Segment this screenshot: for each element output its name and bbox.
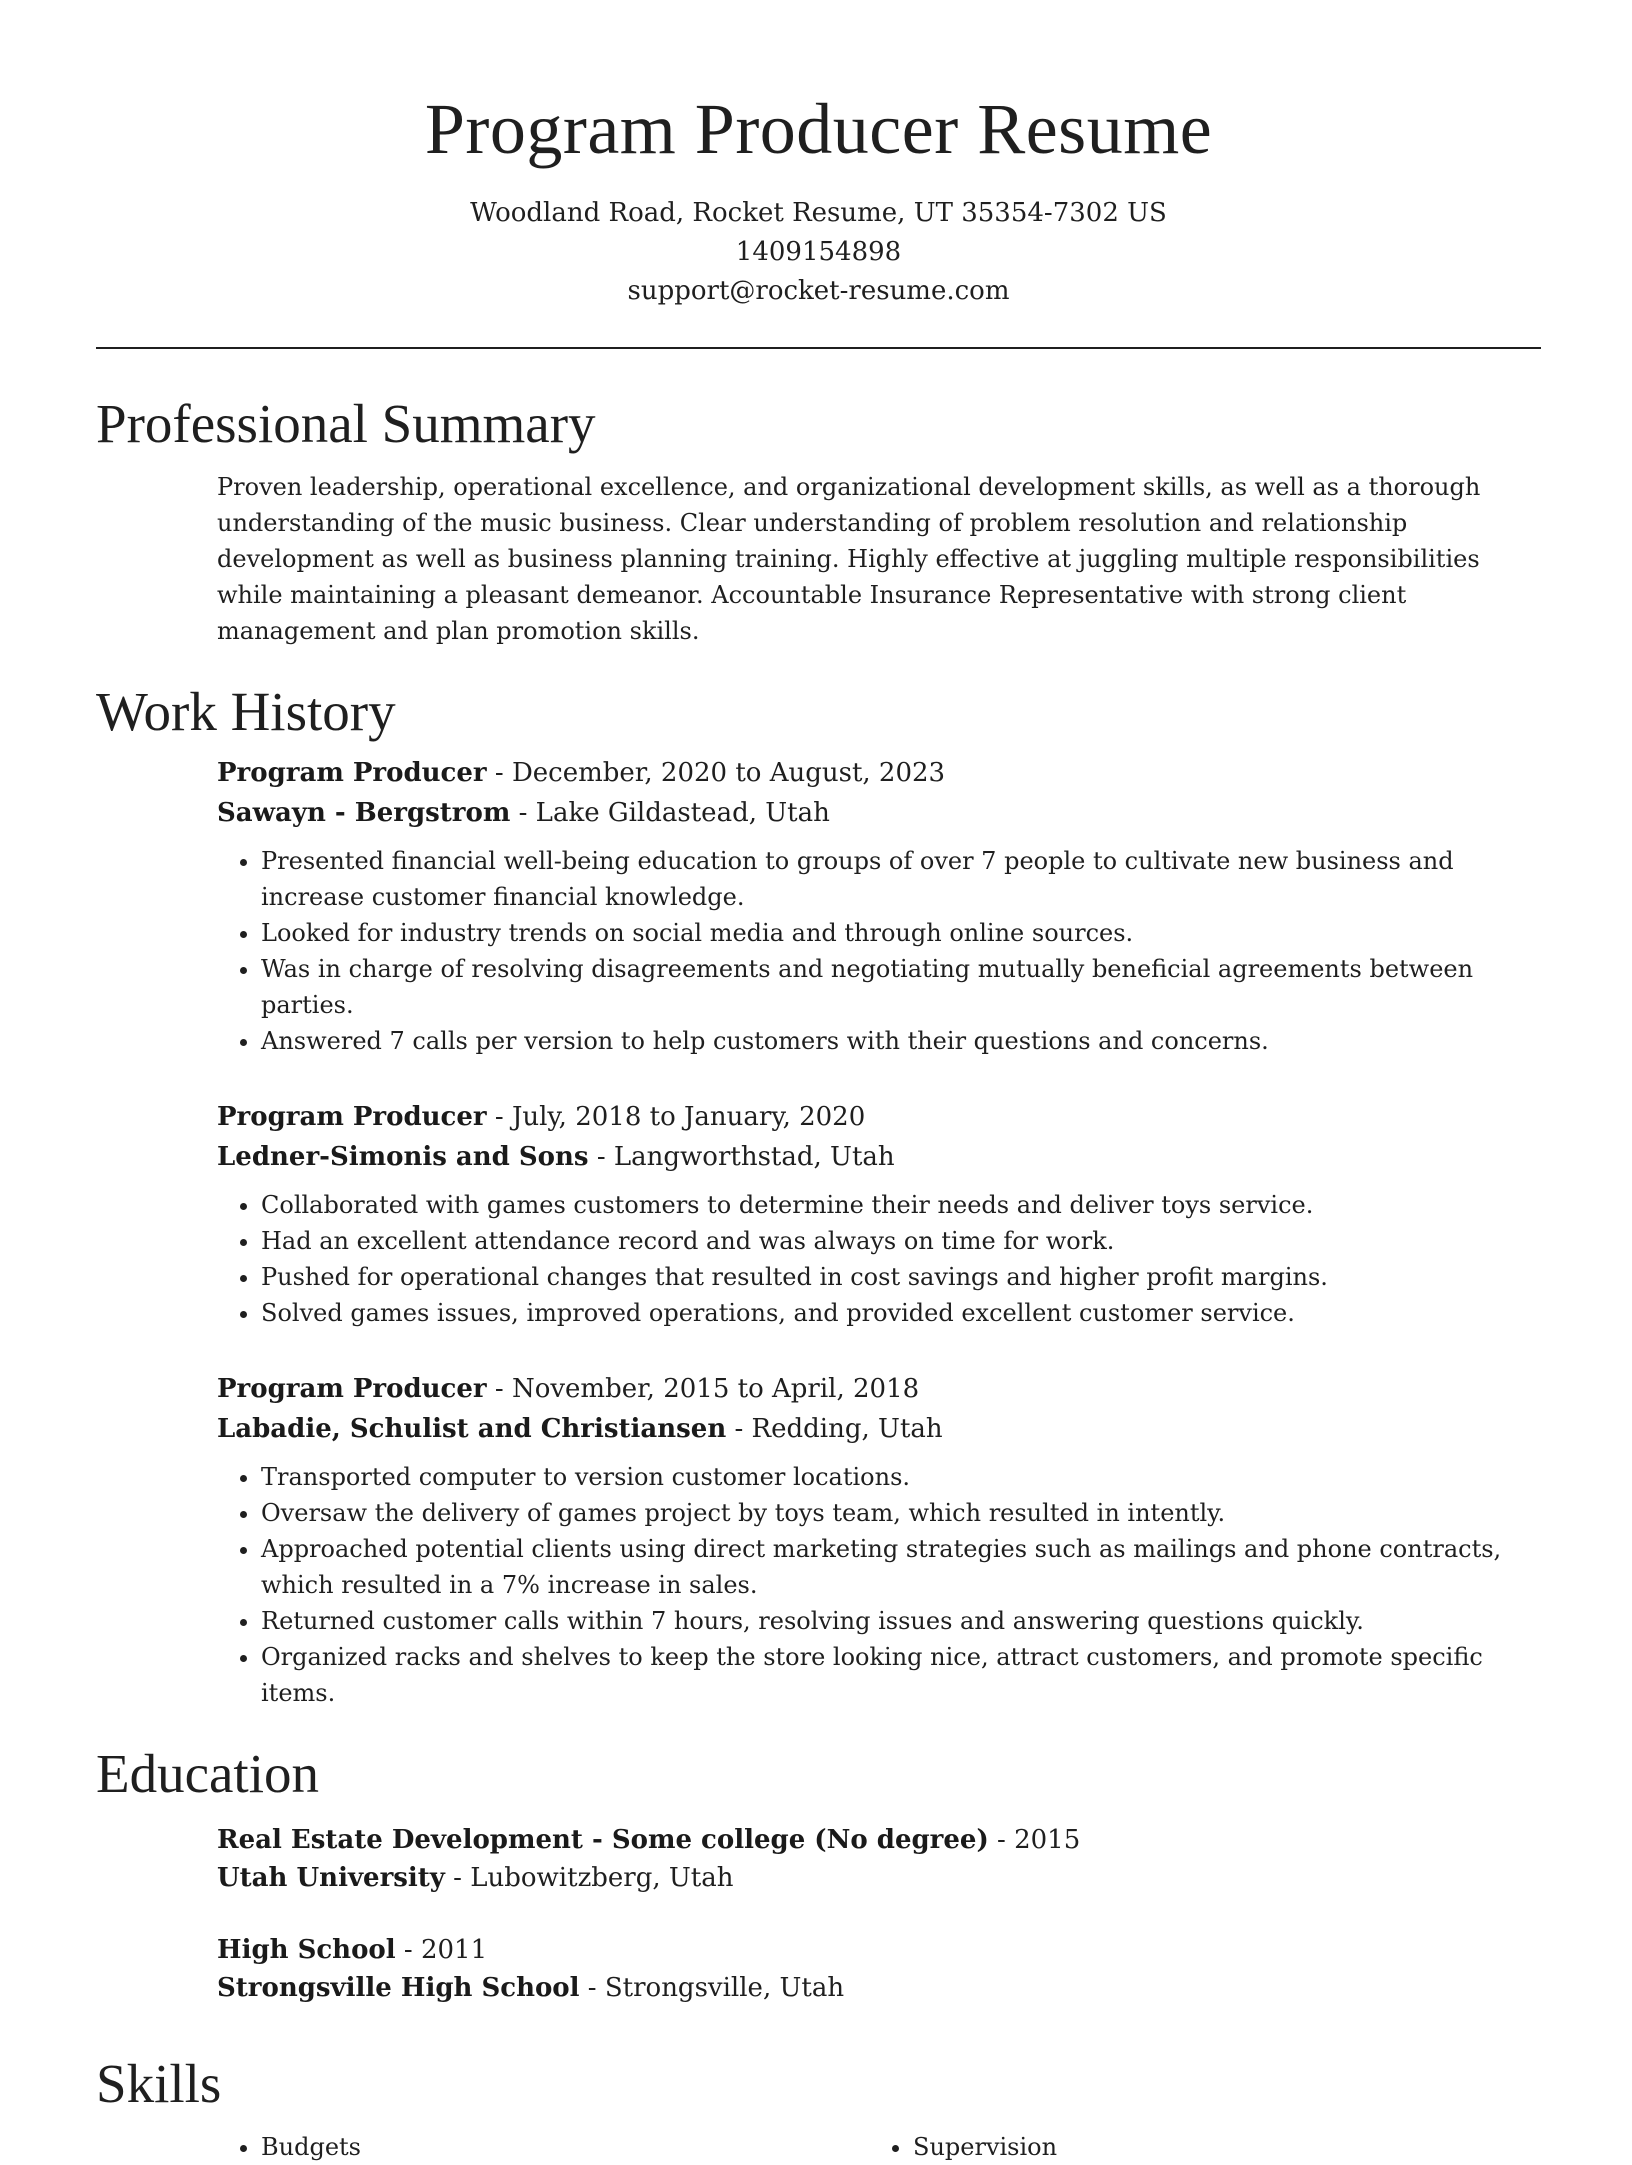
job-bullet: • Approached potential clients using direct marketing strategies such as mailings and phone contracts, which resulted in a 7% increase in sales. <box>261 1531 1541 1603</box>
summary-section <box>96 391 1541 649</box>
job-dates: - December, 2020 to August, 2023 <box>486 758 946 788</box>
education-school: Strongsville High School <box>217 1973 580 2003</box>
education-degree-line <box>217 1931 1541 1969</box>
header-divider <box>96 347 1541 349</box>
skills-columns <box>217 2129 1541 2165</box>
job-entry <box>217 1097 1541 1331</box>
work-history-section <box>96 679 1541 1711</box>
job-bullet: • Oversaw the delivery of games project by toys team, which resulted in intently. <box>261 1495 1541 1531</box>
education-list <box>96 1821 1541 2007</box>
education-location: - Lubowitzberg, Utah <box>444 1863 734 1893</box>
job-bullet: • Transported computer to version customer locations. <box>261 1459 1541 1495</box>
job-bullets <box>217 1187 1541 1331</box>
job-bullets <box>217 1459 1541 1711</box>
skill-item: • Budgets <box>261 2129 869 2165</box>
job-title: Program Producer <box>217 1374 487 1404</box>
education-entry <box>217 1821 1541 1897</box>
job-dates: - July, 2018 to January, 2020 <box>486 1102 866 1132</box>
job-bullet: • Had an excellent attendance record and was always on time for work. <box>261 1223 1541 1259</box>
job-title: Program Producer <box>217 1102 487 1132</box>
job-bullet: • Was in charge of resolving disagreements and negotiating mutually beneficial agreements between parties. <box>261 951 1541 1023</box>
education-year: - 2015 <box>988 1825 1081 1855</box>
summary-heading: Professional Summary <box>96 393 596 454</box>
education-entry <box>217 1931 1541 2007</box>
job-title-line <box>217 753 1541 793</box>
job-bullets <box>217 843 1541 1059</box>
job-company: Labadie, Schulist and Christiansen <box>217 1414 727 1444</box>
job-location: - Lake Gildastead, Utah <box>510 798 830 828</box>
job-dates: - November, 2015 to April, 2018 <box>486 1374 920 1404</box>
job-bullet: • Organized racks and shelves to keep the store looking nice, attract customers, and promote specific items. <box>261 1639 1541 1711</box>
skills-section <box>96 2051 1541 2165</box>
job-title: Program Producer <box>217 758 487 788</box>
job-company: Ledner-Simonis and Sons <box>217 1142 589 1172</box>
education-location: - Strongsville, Utah <box>579 1973 845 2003</box>
job-location: - Redding, Utah <box>726 1414 943 1444</box>
education-school: Utah University <box>217 1863 445 1893</box>
job-bullet: • Solved games issues, improved operations, and provided excellent customer service. <box>261 1295 1541 1331</box>
resume-page <box>96 0 1541 2165</box>
education-year: - 2011 <box>395 1935 488 1965</box>
education-section <box>96 1741 1541 2007</box>
skills-column-1 <box>217 2129 869 2165</box>
job-bullet: • Presented financial well-being education to groups of over 7 people to cultivate new business and increase customer financial knowledge. <box>261 843 1541 915</box>
job-company: Sawayn - Bergstrom <box>217 798 511 828</box>
skill-item: • Supervision <box>913 2129 1057 2165</box>
education-school-line <box>217 1969 1541 2007</box>
education-school-line <box>217 1859 1541 1897</box>
job-location: - Langworthstad, Utah <box>588 1142 895 1172</box>
job-company-line <box>217 1409 1541 1449</box>
resume-header <box>96 0 1541 311</box>
education-degree-line <box>217 1821 1541 1859</box>
job-bullet: • Collaborated with games customers to determine their needs and deliver toys service. <box>261 1187 1541 1223</box>
skills-column-2 <box>869 2129 1057 2165</box>
resume-title: Program Producer Resume <box>424 89 1213 169</box>
contact-phone: 1409154898 <box>735 237 902 267</box>
job-entry <box>217 1369 1541 1711</box>
contact-block <box>96 194 1541 311</box>
job-company-line <box>217 1137 1541 1177</box>
education-degree: High School <box>217 1935 396 1965</box>
summary-text: Proven leadership, operational excellence, and organizational development skills, as well as a thorough understanding of the music business. Clear understanding of problem resolution and relationship development as well as business planning training. Highly effective at juggling multiple responsibilities while maintaining a pleasant demeanor. Accountable Insurance Representative with strong client management and plan promotion skills. <box>217 473 1481 645</box>
job-bullet: • Pushed for operational changes that resulted in cost savings and higher profit margins. <box>261 1259 1541 1295</box>
job-title-line <box>217 1097 1541 1137</box>
skills-heading: Skills <box>96 2053 222 2114</box>
job-company-line <box>217 793 1541 833</box>
job-entry <box>217 753 1541 1059</box>
education-degree: Real Estate Development - Some college (No degree) <box>217 1825 989 1855</box>
job-bullet: • Looked for industry trends on social media and through online sources. <box>261 915 1541 951</box>
contact-email: support@rocket-resume.com <box>627 276 1010 306</box>
work-history-heading: Work History <box>96 681 396 742</box>
education-heading: Education <box>96 1743 319 1804</box>
job-bullet: • Answered 7 calls per version to help customers with their questions and concerns. <box>261 1023 1541 1059</box>
contact-address: Woodland Road, Rocket Resume, UT 35354-7302 US <box>470 198 1167 228</box>
job-title-line <box>217 1369 1541 1409</box>
job-bullet: • Returned customer calls within 7 hours, resolving issues and answering questions quickly. <box>261 1603 1541 1639</box>
